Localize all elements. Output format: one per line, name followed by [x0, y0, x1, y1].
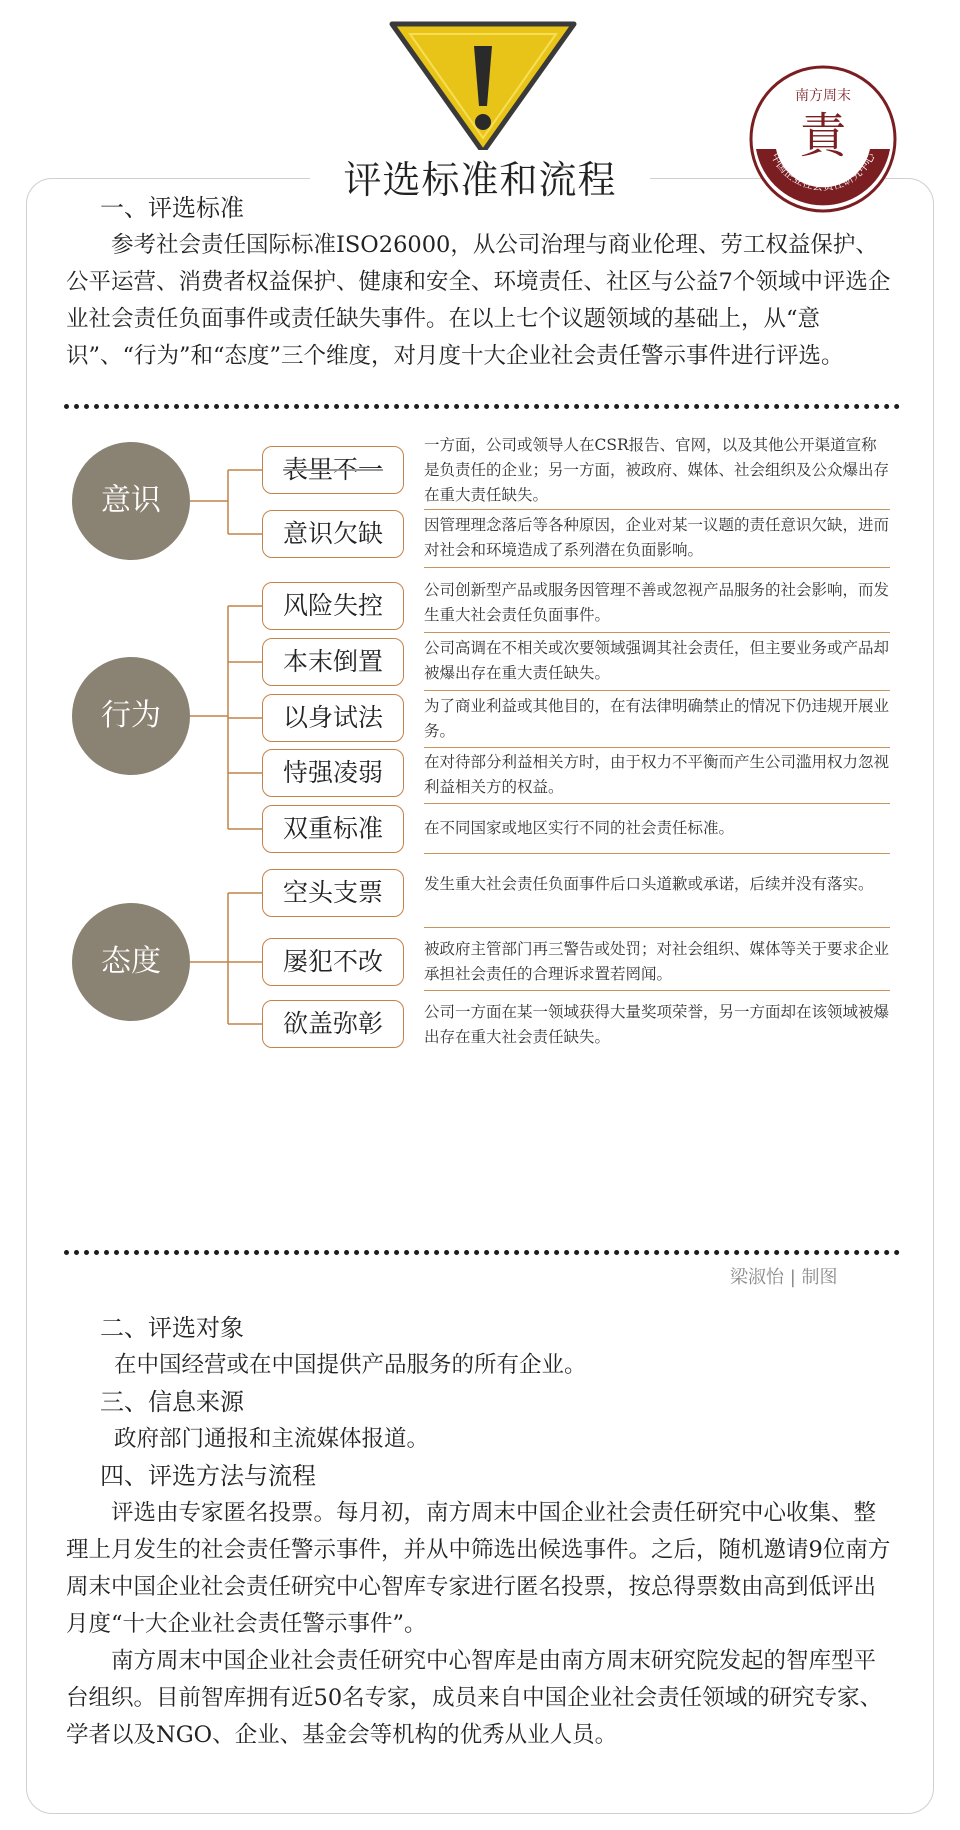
item-description: 因管理理念落后等各种原因，企业对某一议题的责任意识欠缺，进而对社会和环境造成了系列潜在负面影响。	[424, 516, 890, 559]
item-description: 被政府主管部门再三警告或处罚；对社会组织、媒体等关于要求企业承担社会责任的合理诉求置若罔闻。	[424, 940, 890, 983]
credit-line: 梁淑怡 | 制图	[730, 1267, 838, 1288]
item-tag: 空头支票	[262, 869, 404, 917]
seal-ring-text: 中国企业社会责任研究中心	[768, 150, 878, 194]
section-criteria	[66, 190, 896, 375]
dimension-attitude: 态度	[72, 903, 190, 1021]
item-divider	[424, 509, 890, 510]
item-description: 在对待部分利益相关方时，由于权力不平衡而产生公司滥用权力忽视利益相关方的权益。	[424, 753, 890, 796]
item-description: 发生重大社会责任负面事件后口头道歉或承诺，后续并没有落实。	[424, 875, 874, 893]
item-tag: 双重标准	[262, 805, 404, 853]
item-tag: 风险失控	[262, 582, 404, 630]
criteria-paragraph: 参考社会责任国际标准ISO26000，从公司治理与商业伦理、劳工权益保护、公平运营、消费者权益保护、健康和安全、环境责任、社区与公益7个领域中评选企业社会责任负面事件或责任缺失事件。在以上七个议题领域的基础上，从“意识”、“行为”和“态度”三个维度，对月度十大企业社会责任警示事件进行评选。	[66, 232, 891, 369]
method-heading: 四、评选方法与流程	[100, 1462, 316, 1490]
target-text: 在中国经营或在中国提供产品服务的所有企业。	[114, 1352, 587, 1378]
item-divider	[424, 690, 890, 691]
method-paragraph-2: 南方周末中国企业社会责任研究中心智库是由南方周末研究院发起的智库型平台组织。目前智库拥有近50名专家，成员来自中国企业社会责任领域的研究专家、学者以及NGO、企业、基金会等机构的优秀从业人员。	[66, 1648, 883, 1748]
item-divider	[424, 990, 890, 991]
seal-top-text: 南方周末	[795, 88, 851, 104]
method-paragraph-1: 评选由专家匿名投票。每月初，南方周末中国企业社会责任研究中心收集、整理上月发生的社会责任警示事件，并从中筛选出候选事件。之后，随机邀请9位南方周末中国企业社会责任研究中心智库专家进行匿名投票，按总得票数由高到低评出月度“十大企业社会责任警示事件”。	[66, 1500, 891, 1637]
dotted-divider	[64, 1250, 900, 1255]
item-tag: 欲盖弥彰	[262, 1000, 404, 1048]
source-text: 政府部门通报和主流媒体报道。	[114, 1426, 430, 1452]
item-divider	[424, 853, 890, 854]
dimension-awareness: 意识	[72, 442, 190, 560]
criteria-heading: 一、评选标准	[100, 194, 244, 222]
item-description: 公司一方面在某一领域获得大量奖项荣誉，另一方面却在该领域被爆出存在重大社会责任缺失。	[424, 1003, 890, 1046]
item-description: 公司高调在不相关或次要领域强调其社会责任，但主要业务或产品却被爆出存在重大责任缺失。	[424, 639, 890, 682]
item-divider	[424, 632, 890, 633]
item-tag: 意识欠缺	[262, 510, 404, 558]
item-divider	[424, 747, 890, 748]
warning-icon	[388, 20, 578, 156]
target-heading: 二、评选对象	[100, 1314, 244, 1342]
page-title: 评选标准和流程	[310, 150, 650, 210]
item-divider	[424, 567, 890, 568]
dotted-divider	[64, 404, 900, 409]
item-description: 公司创新型产品或服务因管理不善或忽视产品服务的社会影响，而发生重大社会责任负面事件。	[424, 581, 890, 624]
item-divider	[424, 803, 890, 804]
item-description: 在不同国家或地区实行不同的社会责任标准。	[424, 819, 735, 837]
item-tag: 本末倒置	[262, 638, 404, 686]
item-tag: 恃强凌弱	[262, 749, 404, 797]
item-tag-label: 表里不一	[282, 455, 383, 484]
source-heading: 三、信息来源	[100, 1388, 244, 1416]
item-description: 一方面，公司或领导人在CSR报告、官网，以及其他公开渠道宣称是负责任的企业；另一方面，被政府、媒体、社会组织及公众爆出存在重大责任缺失。	[424, 436, 890, 504]
seal-glyph: 責	[798, 108, 848, 164]
item-tag	[262, 446, 404, 494]
item-tag: 以身试法	[262, 694, 404, 742]
item-description: 为了商业利益或其他目的，在有法律明确禁止的情况下仍违规开展业务。	[424, 697, 890, 740]
section-rest	[66, 1310, 896, 1754]
item-tag: 屡犯不改	[262, 938, 404, 986]
dimension-behavior: 行为	[72, 657, 190, 775]
item-divider	[424, 927, 890, 928]
